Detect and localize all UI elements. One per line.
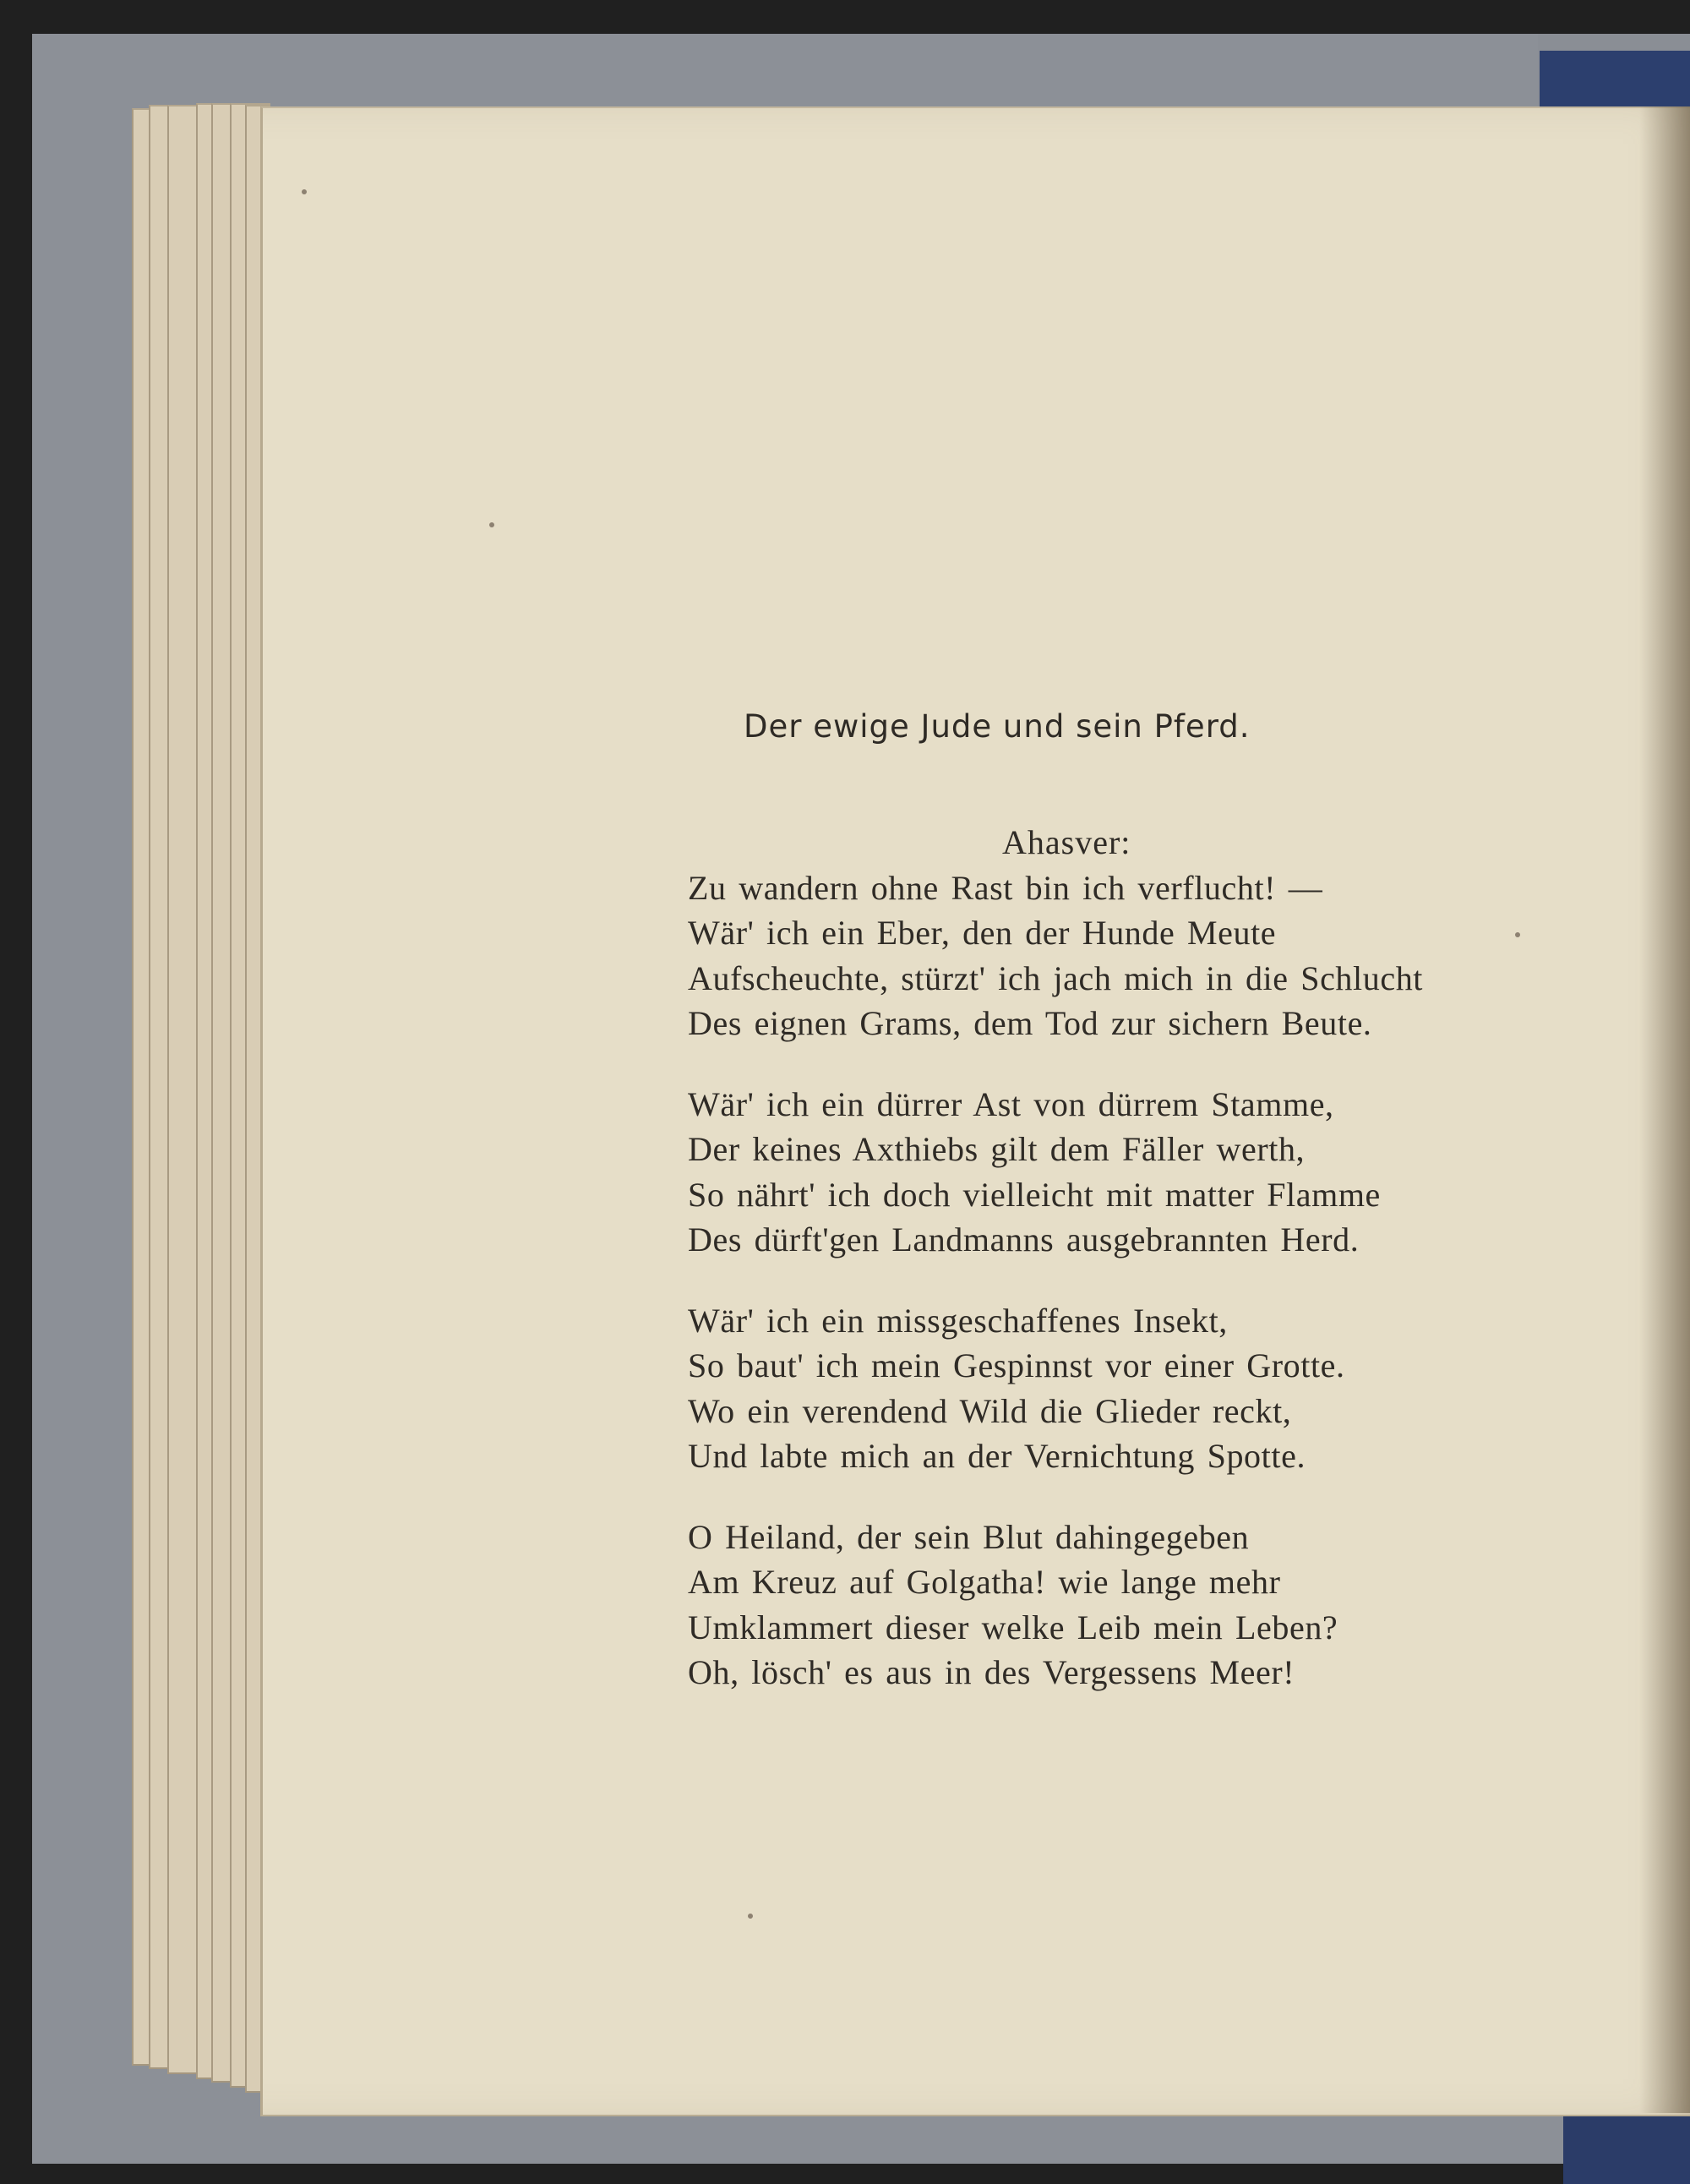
stanza [688, 865, 1516, 1046]
poem-title: Der ewige Jude und sein Pferd. [744, 708, 1251, 745]
book-cover-bottom [1563, 2113, 1690, 2184]
speaker-label: Ahasver: [1002, 823, 1131, 861]
poem-line: So baut' ich mein Gespinnst vor einer Grotte. [688, 1346, 1345, 1384]
poem-line: O Heiland, der sein Blut dahingegeben [688, 1517, 1250, 1556]
paper-speck [748, 1914, 753, 1919]
paper-speck [302, 189, 307, 194]
poem-line: Zu wandern ohne Rast bin ich verflucht! — [688, 868, 1323, 907]
poem-line: Wo ein verendend Wild die Glieder reckt, [688, 1391, 1292, 1430]
paper-speck [489, 522, 494, 527]
poem-line: Aufscheuchte, stürzt' ich jach mich in die Schlucht [688, 958, 1424, 997]
poem-line: So nährt' ich doch vielleicht mit matter Flamme [688, 1175, 1381, 1214]
poem-line: Oh, lösch' es aus in des Vergessens Meer! [688, 1653, 1295, 1691]
poem-line: Des dürft'gen Landmanns ausgebrannten Herd. [688, 1220, 1360, 1259]
stanza [688, 1298, 1516, 1479]
poem-line: Wär' ich ein Eber, den der Hunde Meute [688, 914, 1277, 952]
stanza [688, 1082, 1516, 1263]
poem-line: Wär' ich ein missgeschaffenes Insekt, [688, 1301, 1228, 1340]
stanza [688, 1515, 1516, 1695]
poem-line: Der keines Axthiebs gilt dem Fäller werth, [688, 1130, 1306, 1168]
poem-body [688, 820, 1516, 1731]
gutter-shadow [1639, 106, 1690, 2113]
poem-line: Des eignen Grams, dem Tod zur sichern Beute. [688, 1004, 1372, 1042]
poem-line: Am Kreuz auf Golgatha! wie lange mehr [688, 1563, 1281, 1601]
book-cover-top [1540, 51, 1690, 110]
poem-line: Wär' ich ein dürrer Ast von dürrem Stamme, [688, 1084, 1334, 1123]
poem-line: Und labte mich an der Vernichtung Spotte. [688, 1437, 1306, 1475]
poem-line: Umklammert dieser welke Leib mein Leben? [688, 1608, 1338, 1646]
